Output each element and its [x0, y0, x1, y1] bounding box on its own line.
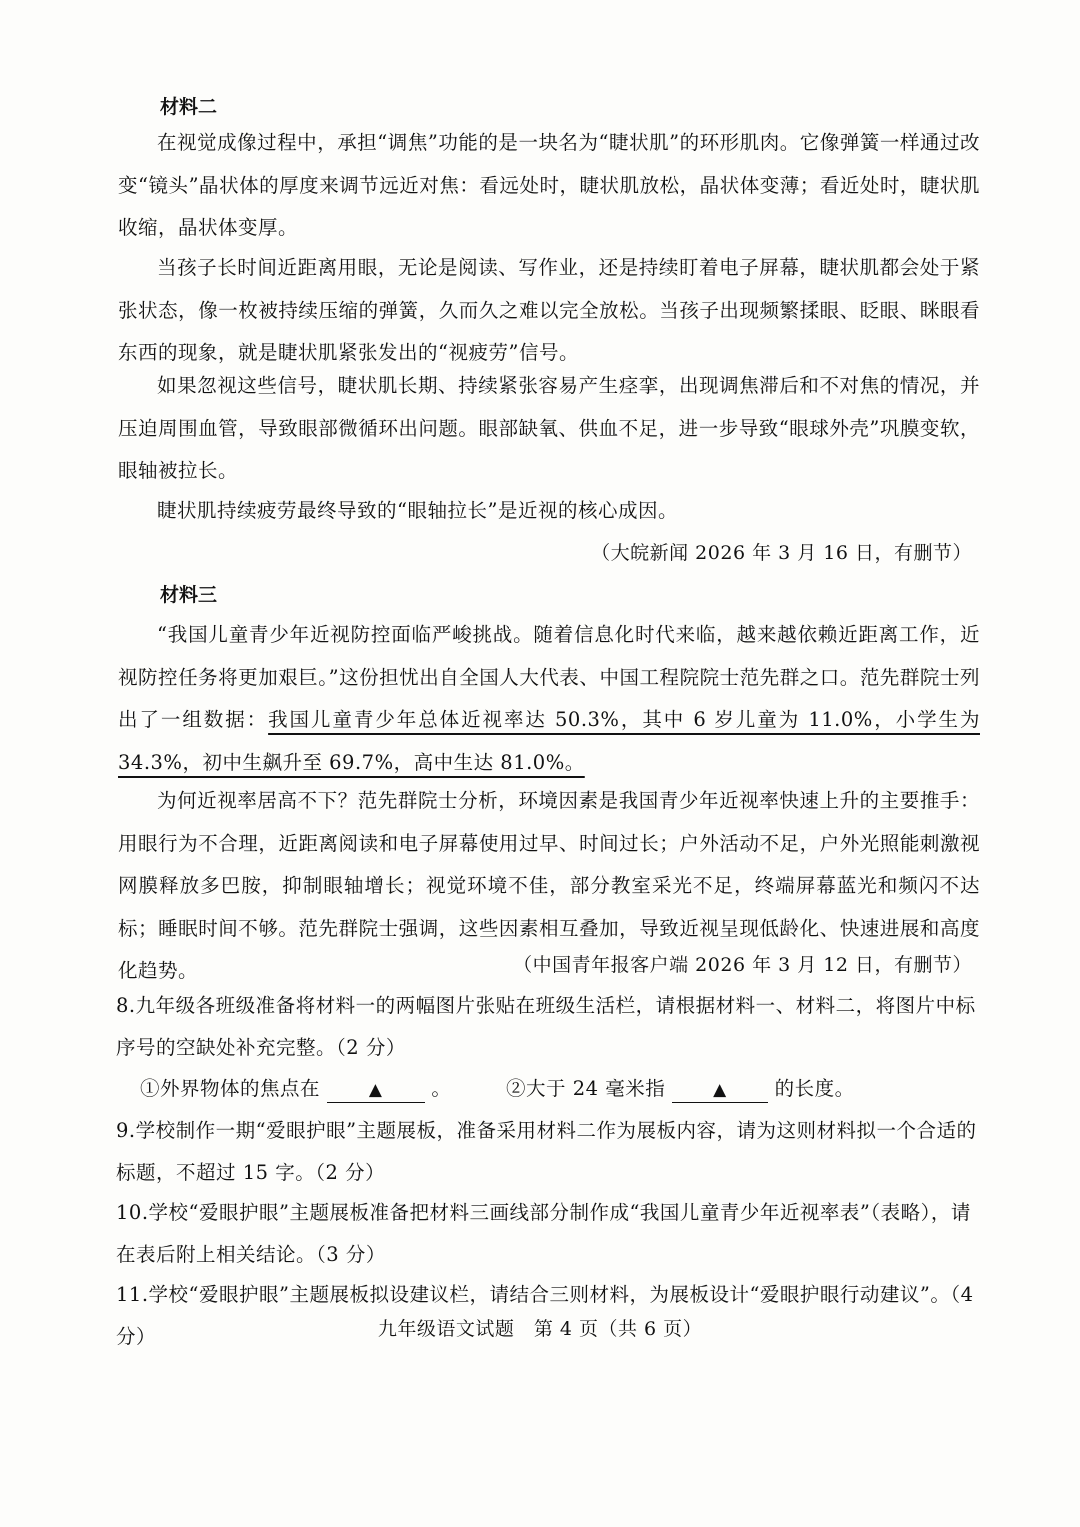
- material2-source: （大皖新闻 2026 年 3 月 16 日，有删节）: [591, 542, 972, 564]
- material2-paragraph-2: 当孩子长时间近距离用眼，无论是阅读、写作业，还是持续盯着电子屏幕，睫状肌都会处于紧张状态，像一枚被持续压缩的弹簧，久而久之难以完全放松。当孩子出现频繁揉眼、眨眼、眯眼看东西的现象，就是睫状肌紧张发出的“视疲劳”信号。: [118, 256, 980, 364]
- question-8-number: 8.: [116, 994, 136, 1017]
- underlined-statistics: 我国儿童青少年总体近视率达 50.3%，其中 6 岁儿童为 11.0%，小学生为 34.3%，初中生飙升至 69.7%，高中生达 81.0%。: [118, 708, 980, 774]
- page-footer: 九年级语文试题 第 4 页（共 6 页）: [377, 1318, 703, 1340]
- question-11-text: 学校“爱眼护眼”主题展板拟设建议栏，请结合三则材料，为展板设计“爱眼护眼行动建议”。（4 分）: [116, 1283, 974, 1348]
- question-10-text: 学校“爱眼护眼”主题展板准备把材料三画线部分制作成“我国儿童青少年近视率表”（表略），请在表后附上相关结论。（3 分）: [116, 1201, 971, 1266]
- fill-2-suffix: 的长度。: [774, 1077, 855, 1100]
- question-8-fill-1: [140, 1073, 451, 1103]
- material2-paragraph-4: 睫状肌持续疲劳最终导致的“眼轴拉长”是近视的核心成因。: [157, 499, 678, 522]
- question-9: [116, 1110, 982, 1194]
- question-11-number: 11.: [116, 1283, 149, 1306]
- material2-heading: 材料二: [160, 96, 218, 118]
- material3-source: （中国青年报客户端 2026 年 3 月 12 日，有删节）: [513, 954, 972, 976]
- material3-heading: 材料三: [160, 584, 218, 606]
- question-8: [116, 985, 982, 1069]
- fill-2-prefix: ②大于 24 毫米指: [506, 1077, 666, 1100]
- question-9-number: 9.: [116, 1119, 136, 1142]
- question-10-number: 10.: [116, 1201, 149, 1224]
- fill-1-prefix: ①外界物体的焦点在: [140, 1077, 321, 1100]
- material2-paragraph-1: 在视觉成像过程中，承担“调焦”功能的是一块名为“睫状肌”的环形肌肉。它像弹簧一样通过改变“镜头”晶状体的厚度来调节远近对焦：看远处时，睫状肌放松，晶状体变薄；看近处时，睫状肌收缩，晶状体变厚。: [118, 131, 980, 239]
- material3-paragraph-1: [118, 614, 980, 784]
- question-9-text: 学校制作一期“爱眼护眼”主题展板，准备采用材料二作为展板内容，请为这则材料拟一个合适的标题，不超过 15 字。（2 分）: [116, 1119, 977, 1184]
- question-8-text: 九年级各班级准备将材料一的两幅图片张贴在班级生活栏，请根据材料一、材料二，将图片中标序号的空缺处补充完整。（2 分）: [116, 994, 976, 1059]
- question-10: [116, 1192, 982, 1276]
- question-8-fill-2: [506, 1073, 855, 1103]
- material3-paragraph-2: 为何近视率居高不下？范先群院士分析，环境因素是我国青少年近视率快速上升的主要推手：用眼行为不合理，近距离阅读和电子屏幕使用过早、时间过长；户外活动不足，户外光照能刺激视网膜释放多巴胺，抑制眼轴增长；视觉环境不佳，部分教室采光不足，终端屏幕蓝光和频闪不达标；睡眠时间不够。范先群院士强调，这些因素相互叠加，导致近视呈现低龄化、快速进展和高度化趋势。: [118, 789, 980, 982]
- fill-1-blank[interactable]: ▲: [327, 1078, 425, 1103]
- fill-1-suffix: 。: [431, 1077, 452, 1100]
- fill-2-blank[interactable]: ▲: [672, 1078, 768, 1103]
- material2-paragraph-3: 如果忽视这些信号，睫状肌长期、持续紧张容易产生痉挛，出现调焦滞后和不对焦的情况，并压迫周围血管，导致眼部微循环出问题。眼部缺氧、供血不足，进一步导致“眼球外壳”巩膜变软，眼轴被拉长。: [118, 374, 980, 482]
- material3-paragraph-1-text: “我国儿童青少年近视防控面临严峻挑战。随着信息化时代来临，越来越依赖近距离工作，近视防控任务将更加艰巨。”这份担忧出自全国人大代表、中国工程院院士范先群之口。范先群院士列出了一组数据：: [118, 623, 980, 731]
